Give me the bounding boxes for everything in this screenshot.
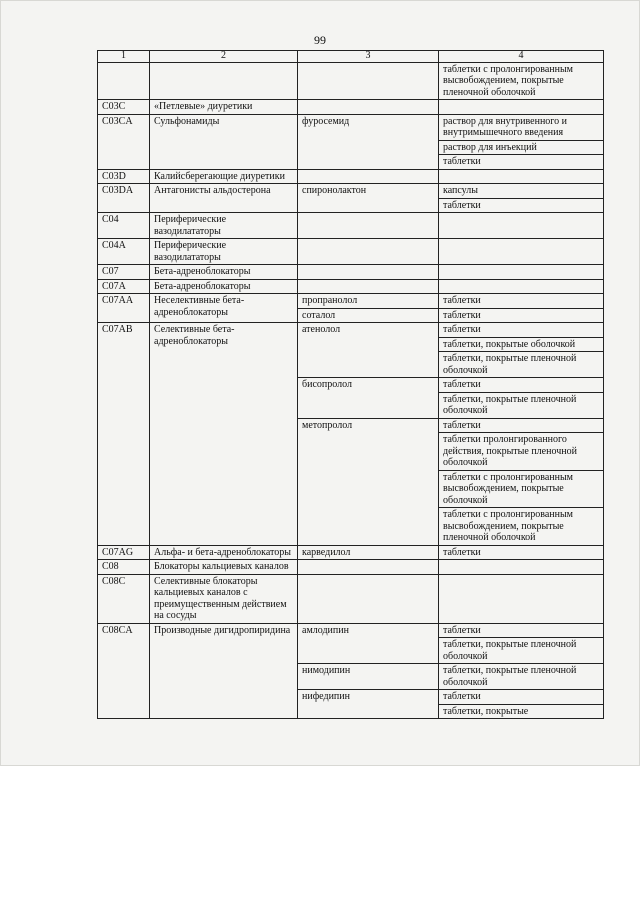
dosage-form-cell: капсулы bbox=[439, 184, 604, 199]
table-row bbox=[98, 239, 604, 265]
dosage-form-cell: таблетки, покрытые пленочной оболочкой bbox=[439, 664, 604, 690]
atc-code-cell: C03C bbox=[98, 100, 150, 115]
dosage-form-cell bbox=[439, 574, 604, 623]
drug-name-cell: пропранолол bbox=[298, 294, 439, 309]
atc-code-cell: C04 bbox=[98, 213, 150, 239]
dosage-form-cell: таблетки пролонгированного действия, покрытые пленочной оболочкой bbox=[439, 433, 604, 471]
group-name-cell: Блокаторы кальциевых каналов bbox=[150, 560, 298, 575]
dosage-form-cell: таблетки, покрытые пленочной оболочкой bbox=[439, 638, 604, 664]
atc-code-cell: C07AA bbox=[98, 294, 150, 323]
table-row bbox=[98, 265, 604, 280]
drug-name-cell bbox=[298, 574, 439, 623]
group-name-cell: Антагонисты альдостерона bbox=[150, 184, 298, 213]
group-name-cell: Периферические вазодилататоры bbox=[150, 213, 298, 239]
dosage-form-cell: таблетки bbox=[439, 294, 604, 309]
atc-code-cell: C07 bbox=[98, 265, 150, 280]
group-name-cell: Бета-адреноблокаторы bbox=[150, 279, 298, 294]
drug-name-cell: атенолол bbox=[298, 323, 439, 378]
dosage-form-cell: таблетки с пролонгированным высвобождением, покрытые оболочкой bbox=[439, 470, 604, 508]
column-header: 3 bbox=[298, 51, 439, 63]
table-row bbox=[98, 560, 604, 575]
dosage-form-cell bbox=[439, 100, 604, 115]
drug-name-cell bbox=[298, 560, 439, 575]
group-name-cell: Альфа- и бета-адреноблокаторы bbox=[150, 545, 298, 560]
table-row bbox=[98, 169, 604, 184]
group-name-cell: Калийсберегающие диуретики bbox=[150, 169, 298, 184]
table-row bbox=[98, 184, 604, 199]
dosage-form-cell: таблетки, покрытые пленочной оболочкой bbox=[439, 392, 604, 418]
group-name-cell: Селективные бета-адреноблокаторы bbox=[150, 323, 298, 546]
drug-name-cell: фуросемид bbox=[298, 114, 439, 169]
atc-code-cell: C03DA bbox=[98, 184, 150, 213]
drug-name-cell: спиронолактон bbox=[298, 184, 439, 213]
dosage-form-cell bbox=[439, 560, 604, 575]
page-number: 99 bbox=[314, 33, 326, 47]
column-header: 4 bbox=[439, 51, 604, 63]
table-row bbox=[98, 294, 604, 309]
drug-name-cell bbox=[298, 169, 439, 184]
table-row bbox=[98, 545, 604, 560]
drug-name-cell: метопролол bbox=[298, 418, 439, 545]
dosage-form-cell bbox=[439, 279, 604, 294]
group-name-cell: Неселективные бета-адреноблокаторы bbox=[150, 294, 298, 323]
dosage-form-cell bbox=[439, 213, 604, 239]
table-header-row bbox=[98, 51, 604, 63]
column-header: 1 bbox=[98, 51, 150, 63]
drug-name-cell: нифедипин bbox=[298, 690, 439, 719]
drug-name-cell bbox=[298, 239, 439, 265]
dosage-form-cell: таблетки bbox=[439, 378, 604, 393]
dosage-form-cell: таблетки bbox=[439, 308, 604, 323]
group-name-cell: Сульфонамиды bbox=[150, 114, 298, 169]
atc-code-cell: C07AG bbox=[98, 545, 150, 560]
table-row bbox=[98, 279, 604, 294]
drug-name-cell bbox=[298, 213, 439, 239]
dosage-form-cell: таблетки bbox=[439, 623, 604, 638]
atc-code-cell: C08 bbox=[98, 560, 150, 575]
drug-name-cell: соталол bbox=[298, 308, 439, 323]
dosage-form-cell: раствор для инъекций bbox=[439, 140, 604, 155]
table-row bbox=[98, 114, 604, 140]
table-row bbox=[98, 323, 604, 338]
dosage-form-cell bbox=[439, 265, 604, 280]
atc-code-cell bbox=[98, 62, 150, 100]
dosage-form-cell: таблетки bbox=[439, 323, 604, 338]
dosage-form-cell: таблетки, покрытые оболочкой bbox=[439, 337, 604, 352]
dosage-form-cell bbox=[439, 169, 604, 184]
group-name-cell: Производные дигидропиридина bbox=[150, 623, 298, 719]
drug-name-cell bbox=[298, 265, 439, 280]
atc-code-cell: C03CA bbox=[98, 114, 150, 169]
group-name-cell: Бета-адреноблокаторы bbox=[150, 265, 298, 280]
table-row bbox=[98, 100, 604, 115]
drug-name-cell bbox=[298, 100, 439, 115]
dosage-form-cell: таблетки bbox=[439, 198, 604, 213]
group-name-cell: «Петлевые» диуретики bbox=[150, 100, 298, 115]
atc-code-cell: C07A bbox=[98, 279, 150, 294]
group-name-cell: Селективные блокаторы кальциевых каналов с преимущественным действием на сосуды bbox=[150, 574, 298, 623]
table-row bbox=[98, 62, 604, 100]
group-name-cell: Периферические вазодилататоры bbox=[150, 239, 298, 265]
drug-name-cell: амлодипин bbox=[298, 623, 439, 664]
dosage-form-cell: таблетки bbox=[439, 155, 604, 170]
dosage-form-cell: таблетки bbox=[439, 418, 604, 433]
drug-name-cell bbox=[298, 62, 439, 100]
dosage-form-cell: таблетки с пролонгированным высвобождением, покрытые пленочной оболочкой bbox=[439, 62, 604, 100]
drug-name-cell: нимодипин bbox=[298, 664, 439, 690]
dosage-form-cell: таблетки с пролонгированным высвобождением, покрытые пленочной оболочкой bbox=[439, 508, 604, 546]
column-header: 2 bbox=[150, 51, 298, 63]
atc-code-cell: C08CA bbox=[98, 623, 150, 719]
dosage-form-cell: таблетки bbox=[439, 690, 604, 705]
atc-code-cell: C03D bbox=[98, 169, 150, 184]
dosage-form-cell: таблетки, покрытые bbox=[439, 704, 604, 719]
table-row bbox=[98, 623, 604, 638]
drug-table bbox=[97, 50, 604, 719]
dosage-form-cell bbox=[439, 239, 604, 265]
table-row bbox=[98, 574, 604, 623]
dosage-form-cell: раствор для внутривенного и внутримышечного введения bbox=[439, 114, 604, 140]
drug-name-cell: бисопролол bbox=[298, 378, 439, 419]
atc-code-cell: C04A bbox=[98, 239, 150, 265]
dosage-form-cell: таблетки bbox=[439, 545, 604, 560]
atc-code-cell: C07AB bbox=[98, 323, 150, 546]
table-row bbox=[98, 213, 604, 239]
drug-name-cell bbox=[298, 279, 439, 294]
dosage-form-cell: таблетки, покрытые пленочной оболочкой bbox=[439, 352, 604, 378]
drug-name-cell: карведилол bbox=[298, 545, 439, 560]
atc-code-cell: C08C bbox=[98, 574, 150, 623]
group-name-cell bbox=[150, 62, 298, 100]
